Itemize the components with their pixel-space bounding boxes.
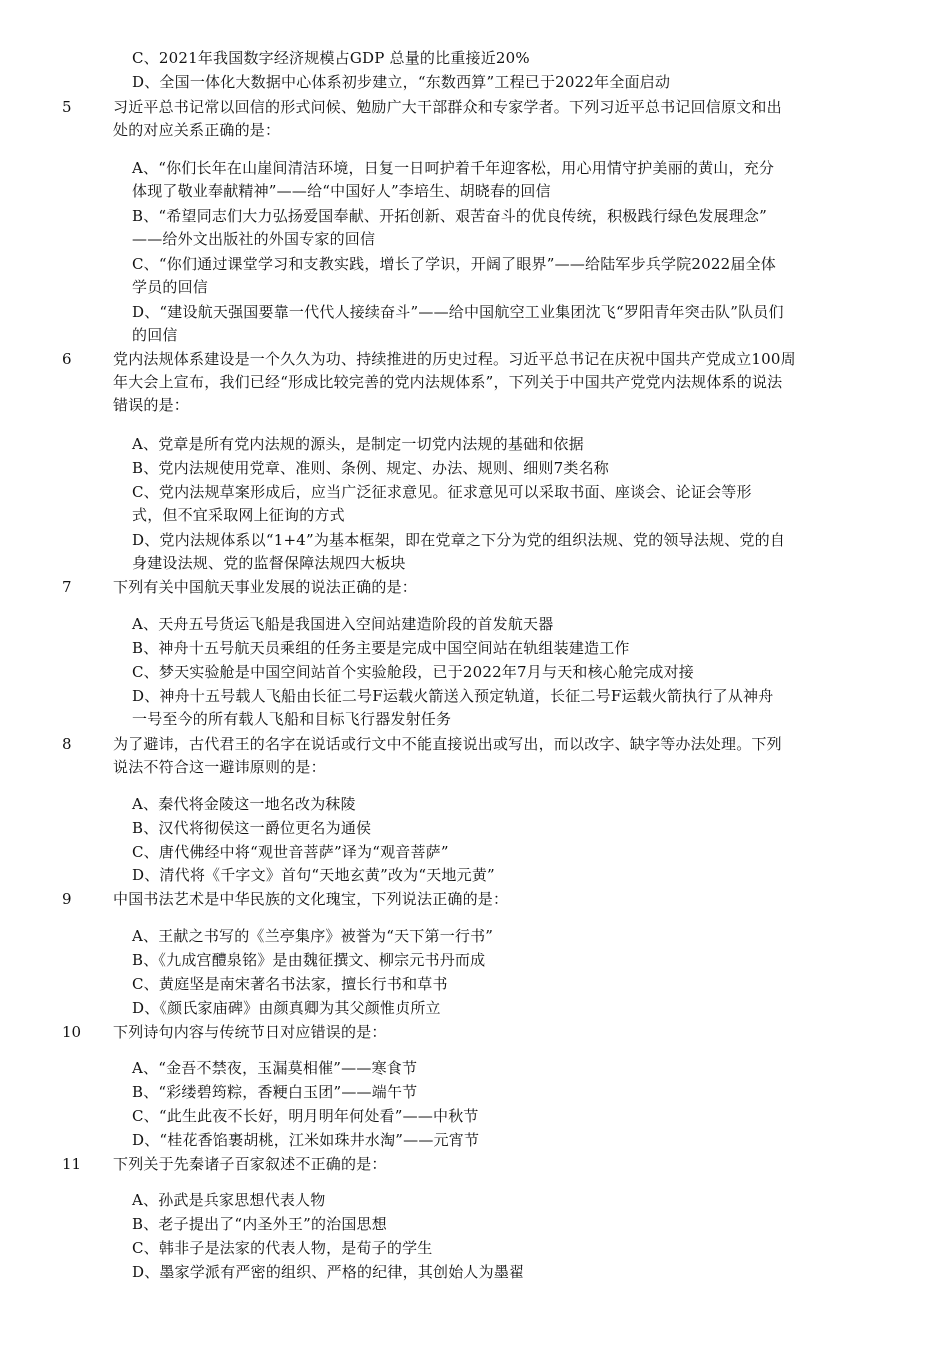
question-7-option-d: D、神舟十五号载人飞船由长征二号F运载火箭送入预定轨道，长征二号F运载火箭执行了从神舟 <box>132 687 774 705</box>
question-8-option-d: D、清代将《千字文》首句“天地玄黄”改为“天地元黄” <box>132 866 495 884</box>
question-6-stem-cont: 年大会上宣布，我们已经“形成比较完善的党内法规体系”，下列关于中国共产党党内法规体系的说法 <box>113 373 783 391</box>
question-9-number: 9 <box>62 890 72 908</box>
question-9-option-c: C、黄庭坚是南宋著名书法家，擅长行书和草书 <box>132 975 448 993</box>
question-8-option-b: B、汉代将彻侯这一爵位更名为通侯 <box>132 819 372 837</box>
question-5-number: 5 <box>62 98 72 116</box>
question-11-option-d: D、墨家学派有严密的组织、严格的纪律，其创始人为墨翟 <box>132 1263 525 1281</box>
question-9-stem: 中国书法艺术是中华民族的文化瑰宝，下列说法正确的是： <box>113 890 509 908</box>
question-6-stem-cont-2: 错误的是： <box>113 396 190 414</box>
question-6-option-c-cont: 式，但不宜采取网上征询的方式 <box>132 506 345 524</box>
question-11-option-b: B、老子提出了“内圣外王”的治国思想 <box>132 1215 387 1233</box>
question-6-option-d: D、党内法规体系以“1+4”为基本框架，即在党章之下分为党的组织法规、党的领导法规、党的自 <box>132 531 786 549</box>
question-5-option-b-cont: ——给外文出版社的外国专家的回信 <box>132 230 376 248</box>
question-6-option-c: C、党内法规草案形成后，应当广泛征求意见。征求意见可以采取书面、座谈会、论证会等形 <box>132 483 752 501</box>
question-8-option-a: A、秦代将金陵这一地名改为秣陵 <box>132 795 356 813</box>
question-5-option-d-cont: 的回信 <box>132 326 178 344</box>
question-5-option-c-cont: 学员的回信 <box>132 278 209 296</box>
question-7-option-d-cont: 一号至今的所有载人飞船和目标飞行器发射任务 <box>132 710 452 728</box>
question-8-number: 8 <box>62 735 72 753</box>
question-10-option-a: A、“金吾不禁夜，玉漏莫相催”——寒食节 <box>132 1059 418 1077</box>
question-11-stem: 下列关于先秦诸子百家叙述不正确的是： <box>113 1155 387 1173</box>
question-6-option-d-cont: 身建设法规、党的监督保障法规四大板块 <box>132 554 406 572</box>
question-5-stem: 习近平总书记常以回信的形式问候、勉励广大干部群众和专家学者。下列习近平总书记回信原文和出 <box>113 98 782 116</box>
question-11-option-c: C、韩非子是法家的代表人物，是荀子的学生 <box>132 1239 433 1257</box>
question-10-option-d: D、“桂花香馅裹胡桃，江米如珠井水淘”——元宵节 <box>132 1131 480 1149</box>
question-9-option-a: A、王献之书写的《兰亭集序》被誉为“天下第一行书” <box>132 927 494 945</box>
question-6-number: 6 <box>62 350 72 368</box>
question-7-number: 7 <box>62 578 72 596</box>
question-7-stem: 下列有关中国航天事业发展的说法正确的是： <box>113 578 418 596</box>
question-7-option-a: A、天舟五号货运飞船是我国进入空间站建造阶段的首发航天器 <box>132 615 554 633</box>
question-10-option-b: B、“彩缕碧筠粽，香粳白玉团”——端午节 <box>132 1083 418 1101</box>
prev-option-c: C、2021年我国数字经济规模占GDP 总量的比重接近20% <box>132 49 530 67</box>
question-5-option-a-cont: 体现了敬业奉献精神”——给“中国好人”李培生、胡晓春的回信 <box>132 182 551 200</box>
question-11-number: 11 <box>62 1155 82 1173</box>
question-5-stem-cont: 处的对应关系正确的是： <box>113 121 281 139</box>
question-6-option-b: B、党内法规使用党章、准则、条例、规定、办法、规则、细则7类名称 <box>132 459 609 477</box>
question-10-number: 10 <box>62 1023 82 1041</box>
question-8-option-c: C、唐代佛经中将“观世音菩萨”译为“观音菩萨” <box>132 843 449 861</box>
question-8-stem-cont: 说法不符合这一避讳原则的是： <box>113 758 326 776</box>
question-5-option-a: A、“你们长年在山崖间清洁环境，日复一日呵护着千年迎客松，用心用情守护美丽的黄山，充分 <box>132 159 775 177</box>
question-10-stem: 下列诗句内容与传统节日对应错误的是： <box>113 1023 387 1041</box>
question-6-option-a: A、党章是所有党内法规的源头，是制定一切党内法规的基础和依据 <box>132 435 584 453</box>
question-11-option-a: A、孙武是兵家思想代表人物 <box>132 1191 326 1209</box>
prev-option-d: D、全国一体化大数据中心体系初步建立，“东数西算”工程已于2022年全面启动 <box>132 73 671 91</box>
question-5-option-b: B、“希望同志们大力弘扬爱国奉献、开拓创新、艰苦奋斗的优良传统，积极践行绿色发展理念” <box>132 207 767 225</box>
question-9-option-d: D、《颜氏家庙碑》由颜真卿为其父颜惟贞所立 <box>132 999 441 1017</box>
question-5-option-d: D、“建设航天强国要靠一代代人接续奋斗”——给中国航空工业集团沈飞“罗阳青年突击队”队员们 <box>132 303 784 321</box>
question-9-option-b: B、《九成宫醴泉铭》是由魏征撰文、柳宗元书丹而成 <box>132 951 486 969</box>
question-10-option-c: C、“此生此夜不长好，明月明年何处看”——中秋节 <box>132 1107 479 1125</box>
question-5-option-c: C、“你们通过课堂学习和支教实践，增长了学识，开阔了眼界”——给陆军步兵学院2022届全体 <box>132 255 776 273</box>
question-7-option-b: B、神舟十五号航天员乘组的任务主要是完成中国空间站在轨组装建造工作 <box>132 639 630 657</box>
question-8-stem: 为了避讳，古代君王的名字在说话或行文中不能直接说出或写出，而以改字、缺字等办法处理。下列 <box>113 735 782 753</box>
question-7-option-c: C、梦天实验舱是中国空间站首个实验舱段，已于2022年7月与天和核心舱完成对接 <box>132 663 694 681</box>
question-6-stem: 党内法规体系建设是一个久久为功、持续推进的历史过程。习近平总书记在庆祝中国共产党成立100周 <box>113 350 796 368</box>
